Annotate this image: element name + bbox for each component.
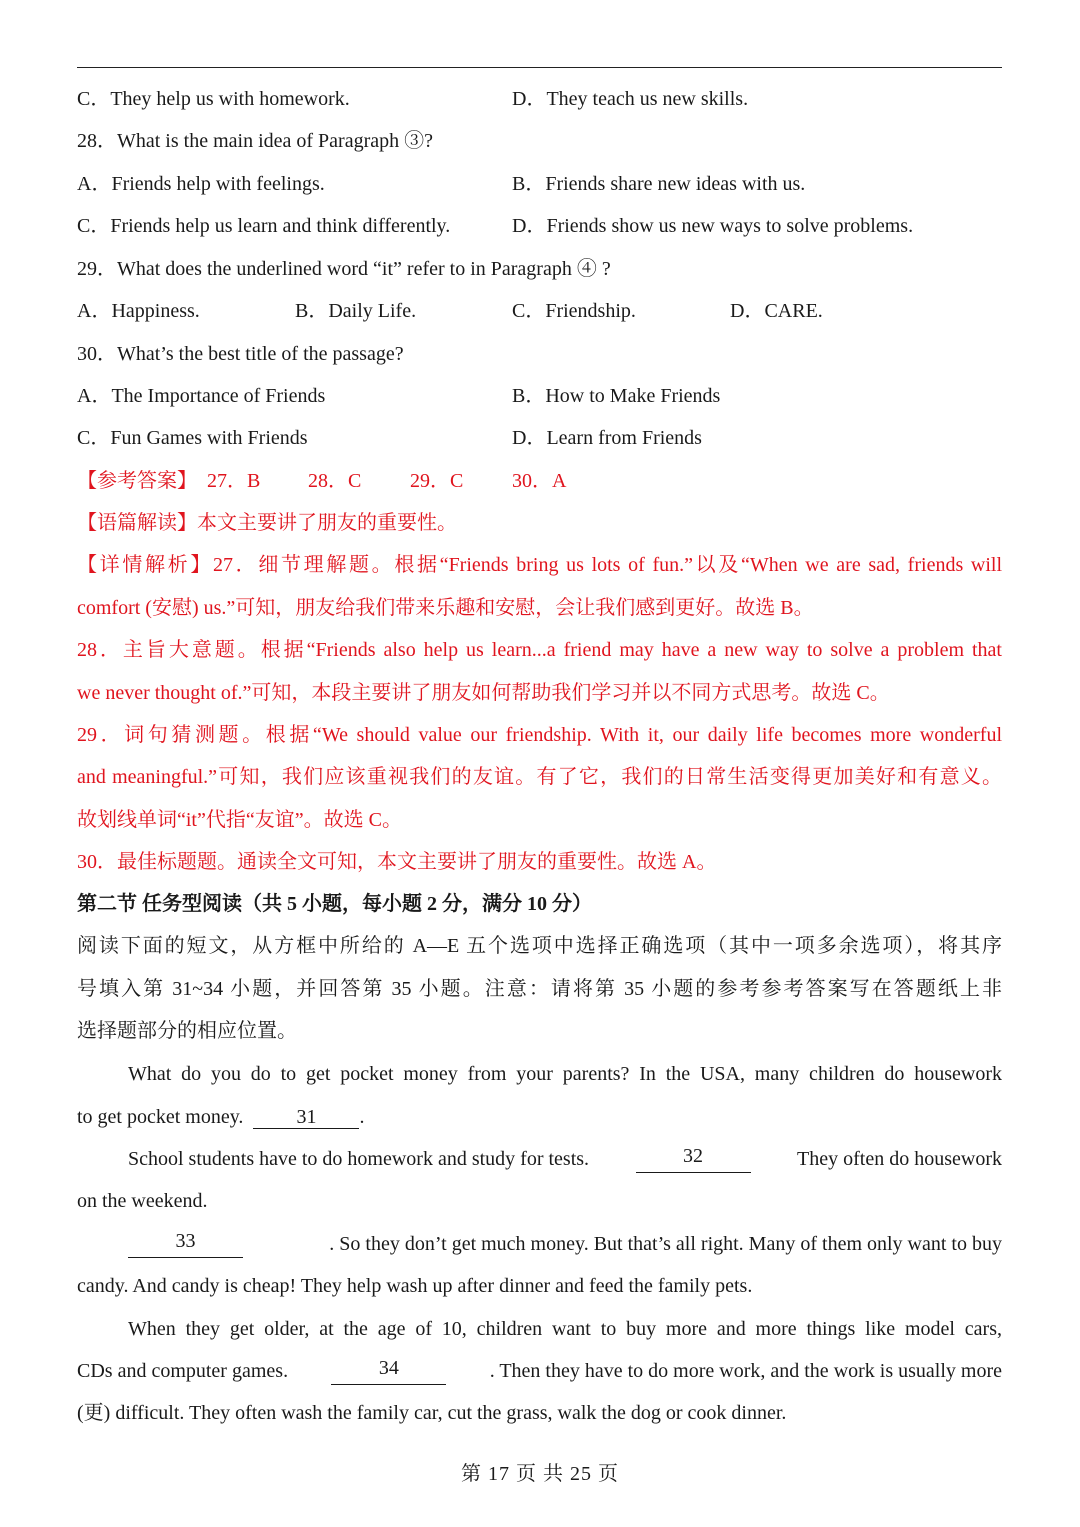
q29-option-c: C．Friendship. [512,300,636,322]
section-heading: 第二节 任务型阅读（共 5 小题，每小题 2 分，满分 10 分） [77,893,592,915]
passage-p4-line-2 [77,1357,1002,1385]
q30-option-b: B．How to Make Friends [512,385,721,407]
passage-p4-text-b: . Then they have to do more work, and the work is usually more [489,1360,1002,1382]
q28-option-c: C．Friends help us learn and think differently. [77,215,451,237]
q28-option-a: A．Friends help with feelings. [77,173,325,195]
passage-p4-text-a: CDs and computer games. [77,1360,289,1382]
passage-p1-line-1: What do you do to get pocket money from your parents? In the USA, many children do housework [128,1063,1002,1085]
passage-p1-line-2 [77,1103,364,1131]
instructions-line-2: 号填入第 31~34 小题，并回答第 35 小题。注意：请将第 35 小题的参考参考答案写在答题纸上非 [77,978,1002,1000]
q30-option-d: D．Learn from Friends [512,427,702,449]
blank-32[interactable]: 32 [636,1145,751,1173]
q30-option-c: C．Fun Games with Friends [77,427,308,449]
passage-p3-text: . So they don’t get much money. But that’s all right. Many of them only want to buy [329,1233,1002,1255]
q30-option-a: A．The Importance of Friends [77,385,326,407]
answer-key-label: 【参考答案】 [77,470,197,492]
q28-stem: 28．What is the main idea of Paragraph ③? [77,130,433,152]
blank-31[interactable]: 31 [253,1106,359,1129]
answer-28: 28．C [308,470,362,492]
summary-label: 【语篇解读】 [77,512,197,534]
q27-option-d: D．They teach us new skills. [512,88,749,110]
analysis-line-2: comfort (安慰) us.”可知，朋友给我们带来乐趣和安慰，会让我们感到更好。故选 B。 [77,597,814,619]
header-rule [77,67,1002,68]
analysis-line-1 [77,551,1002,579]
q29-option-a: A．Happiness. [77,300,200,322]
page-footer: 第 17 页 共 25 页 [461,1463,619,1485]
instructions-line-3: 选择题部分的相应位置。 [77,1020,297,1042]
analysis-text-1: 27．细节理解题。根据“Friends bring us lots of fun.”以及“When we are sad, friends will [213,554,1003,576]
blank-33[interactable]: 33 [128,1230,243,1258]
analysis-label: 【详情解析】 [77,554,214,576]
answer-30: 30．A [512,470,567,492]
passage-p1-text: to get pocket money. [77,1106,244,1128]
blank-34[interactable]: 34 [331,1357,446,1385]
passage-p2-line-1 [128,1145,1002,1173]
q29-stem: 29．What does the underlined word “it” refer to in Paragraph ④ ? [77,258,611,280]
analysis-line-5: 29．词句猜测题。根据“We should value our friendship. With it, our daily life becomes more wonderful [77,724,1002,746]
answer-27: 27．B [207,470,261,492]
q28-option-d: D．Friends show us new ways to solve problems. [512,215,914,237]
q29-option-b: B．Daily Life. [295,300,417,322]
q28-option-b: B．Friends share new ideas with us. [512,173,806,195]
summary-text: 本文主要讲了朋友的重要性。 [197,512,457,534]
passage-p2-text-b: They often do housework [797,1148,1002,1170]
passage-p2-text-a: School students have to do homework and study for tests. [128,1148,590,1170]
q30-stem: 30．What’s the best title of the passage? [77,343,404,365]
answer-29: 29．C [410,470,464,492]
analysis-line-8: 30．最佳标题题。通读全文可知，本文主要讲了朋友的重要性。故选 A。 [77,851,717,873]
passage-p4-line-1: When they get older, at the age of 10, children want to buy more and more things like model cars, [128,1318,1002,1340]
q29-option-d: D．CARE. [730,300,823,322]
analysis-line-6: and meaningful.”可知，我们应该重视我们的友谊。有了它，我们的日常生活变得更加美好和有意义。 [77,766,1002,788]
passage-summary [77,509,457,537]
passage-p3-line-2: candy. And candy is cheap! They help wash up after dinner and feed the family pets. [77,1275,753,1297]
analysis-line-7: 故划线单词“it”代指“友谊”。故选 C。 [77,809,402,831]
instructions-line-1: 阅读下面的短文，从方框中所给的 A—E 五个选项中选择正确选项（其中一项多余选项），将其序 [77,935,1002,957]
analysis-line-3: 28．主旨大意题。根据“Friends also help us learn...a friend may have a new way to solve a problem that [77,639,1002,661]
q27-option-c: C．They help us with homework. [77,88,350,110]
passage-p1-period: . [359,1106,365,1128]
passage-p4-line-3: (更) difficult. They often wash the family car, cut the grass, walk the dog or cook dinner. [77,1402,787,1424]
analysis-line-4: we never thought of.”可知，本段主要讲了朋友如何帮助我们学习并以不同方式思考。故选 C。 [77,682,890,704]
passage-p2-line-2: on the weekend. [77,1190,208,1212]
passage-p3-line-1 [128,1230,1002,1258]
